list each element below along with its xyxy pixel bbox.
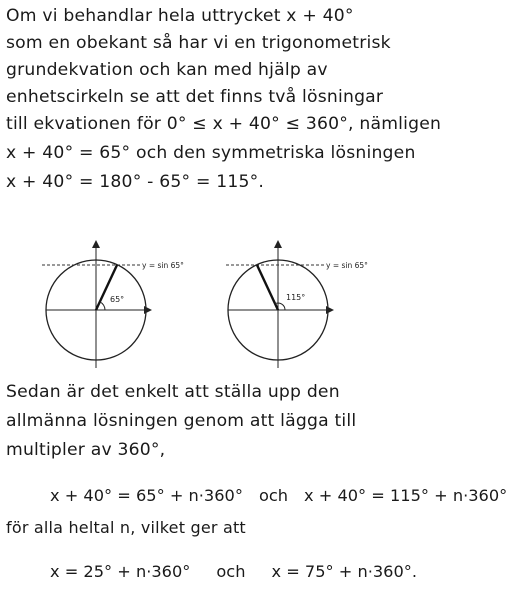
equation-general-solution: [50, 484, 507, 508]
equation-final-solution: [50, 560, 417, 584]
text-line-10: multipler av 360°,: [6, 440, 166, 460]
equation-1-left: x + 40° = 65° + n·360°: [50, 486, 243, 505]
text-line-11: för alla heltal n, vilket ger att: [6, 518, 246, 537]
left-angle-label: 65°: [110, 295, 125, 304]
equation-2-och: och: [216, 562, 246, 581]
unit-circle-left: [42, 244, 184, 368]
text-line-3: grundekvation och kan med hjälp av: [6, 60, 328, 80]
left-angle-arc: [100, 302, 105, 310]
text-line-2: som en obekant så har vi en trigonometrisk: [6, 33, 391, 53]
equation-1-right: x + 40° = 115° + n·360°: [304, 486, 507, 505]
equation-2-right: x = 75° + n·360°.: [271, 562, 417, 581]
unit-circle-right: [226, 244, 368, 368]
text-line-1: Om vi behandlar hela uttrycket x + 40°: [6, 6, 354, 26]
equation-1-och: och: [258, 486, 289, 505]
text-line-8: Sedan är det enkelt att ställa upp den: [6, 382, 340, 402]
right-sine-label: y = sin 65°: [326, 261, 368, 270]
text-line-9: allmänna lösningen genom att lägga till: [6, 411, 357, 431]
text-line-5: till ekvationen för 0° ≤ x + 40° ≤ 360°, nämligen: [6, 114, 442, 134]
text-line-7: x + 40° = 180° - 65° = 115°.: [6, 172, 265, 192]
text-line-4: enhetscirkeln se att det finns två lösningar: [6, 87, 384, 107]
text-line-6: x + 40° = 65° och den symmetriska lösningen: [6, 143, 416, 163]
right-angle-label: 115°: [286, 293, 306, 302]
equation-2-left: x = 25° + n·360°: [50, 562, 191, 581]
unit-circle-diagrams: [0, 236, 420, 374]
left-sine-label: y = sin 65°: [142, 261, 184, 270]
